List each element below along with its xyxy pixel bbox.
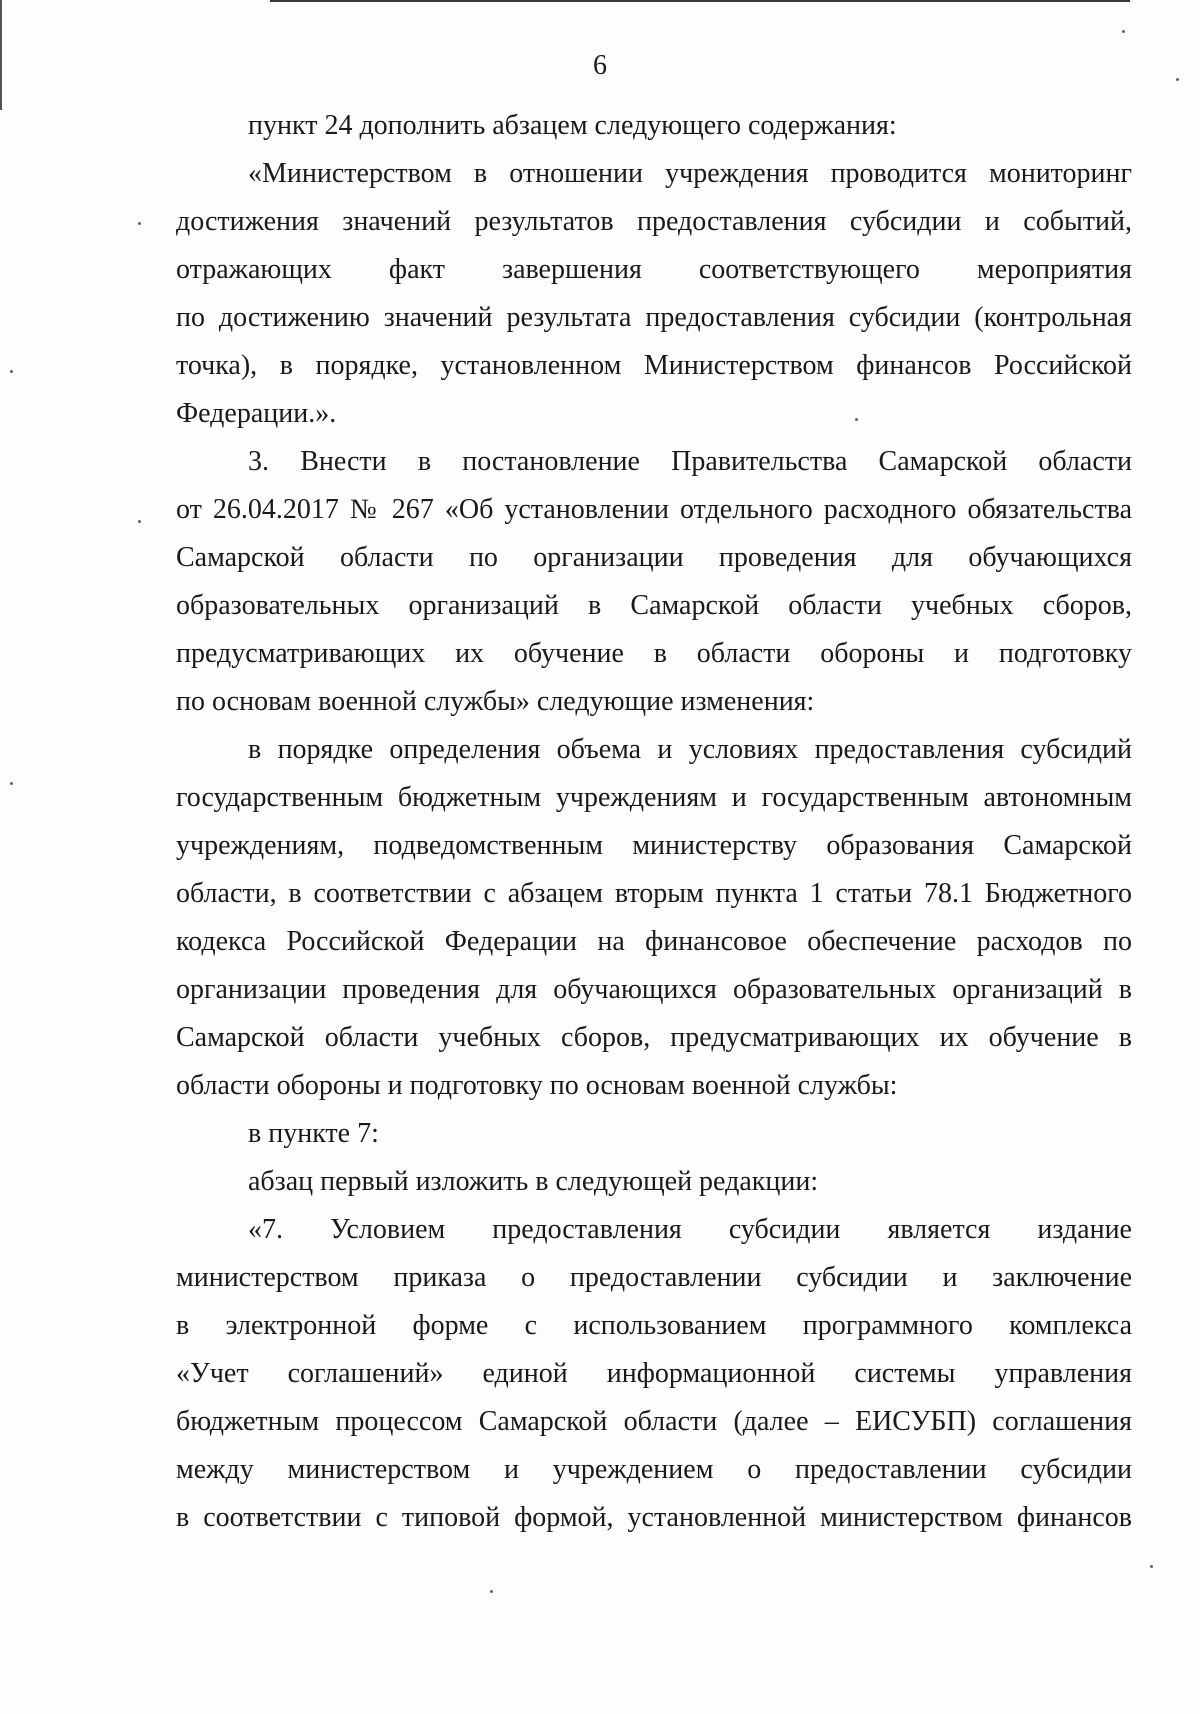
text-line: в соответствии с типовой формой, установленной министерством финансов bbox=[176, 1502, 1132, 1533]
scan-speck bbox=[1150, 1565, 1153, 1568]
text-line: Самарской области учебных сборов, предусматривающих их обучение в bbox=[176, 1022, 1132, 1053]
text-line: «Министерством в отношении учреждения проводится мониторинг bbox=[248, 158, 1132, 189]
text-line: области обороны и подготовку по основам военной службы: bbox=[176, 1070, 898, 1101]
text-line: от 26.04.2017 № 267 «Об установлении отдельного расходного обязательства bbox=[176, 494, 1132, 525]
text-line: пункт 24 дополнить абзацем следующего содержания: bbox=[248, 110, 897, 141]
text-line: абзац первый изложить в следующей редакции: bbox=[248, 1166, 819, 1197]
text-line: министерством приказа о предоставлении субсидии и заключение bbox=[176, 1262, 1132, 1293]
text-line: учреждениям, подведомственным министерству образования Самарской bbox=[176, 830, 1132, 861]
text-line: по основам военной службы» следующие изменения: bbox=[176, 686, 815, 717]
text-line: в электронной форме с использованием программного комплекса bbox=[176, 1310, 1132, 1341]
text-line: в порядке определения объема и условиях предоставления субсидий bbox=[248, 734, 1132, 765]
text-line: образовательных организаций в Самарской области учебных сборов, bbox=[176, 590, 1132, 621]
text-line: кодекса Российской Федерации на финансовое обеспечение расходов по bbox=[176, 926, 1132, 957]
text-line: Самарской области по организации проведения для обучающихся bbox=[176, 542, 1132, 573]
text-line: по достижению значений результата предоставления субсидии (контрольная bbox=[176, 302, 1132, 333]
scan-speck bbox=[10, 370, 13, 373]
text-line: предусматривающих их обучение в области обороны и подготовку bbox=[176, 638, 1132, 669]
text-line: достижения значений результатов предоставления субсидии и событий, bbox=[176, 206, 1132, 237]
scan-speck bbox=[1122, 30, 1125, 33]
scan-speck bbox=[10, 782, 13, 785]
text-line: государственным бюджетным учреждениям и государственным автономным bbox=[176, 782, 1132, 813]
text-line: организации проведения для обучающихся образовательных организаций в bbox=[176, 974, 1132, 1005]
scan-speck bbox=[490, 1590, 493, 1593]
text-line: Федерации.». bbox=[176, 398, 337, 429]
text-line: «Учет соглашений» единой информационной системы управления bbox=[176, 1358, 1132, 1389]
page-number: 6 bbox=[593, 50, 607, 81]
text-line: в пункте 7: bbox=[248, 1118, 379, 1149]
scan-speck bbox=[138, 222, 141, 225]
text-line: «7. Условием предоставления субсидии является издание bbox=[248, 1214, 1132, 1245]
text-line: точка), в порядке, установленном Министерством финансов Российской bbox=[176, 350, 1132, 381]
text-line: бюджетным процессом Самарской области (далее – ЕИСУБП) соглашения bbox=[176, 1406, 1132, 1437]
scan-edge-line bbox=[270, 0, 1130, 2]
document-body bbox=[176, 102, 1132, 1542]
text-line: отражающих факт завершения соответствующего мероприятия bbox=[176, 254, 1132, 285]
text-line: области, в соответствии с абзацем вторым пункта 1 статьи 78.1 Бюджетного bbox=[176, 878, 1132, 909]
text-line: 3. Внести в постановление Правительства Самарской области bbox=[248, 446, 1132, 477]
text-line: между министерством и учреждением о предоставлении субсидии bbox=[176, 1454, 1132, 1485]
scan-speck bbox=[138, 520, 141, 523]
